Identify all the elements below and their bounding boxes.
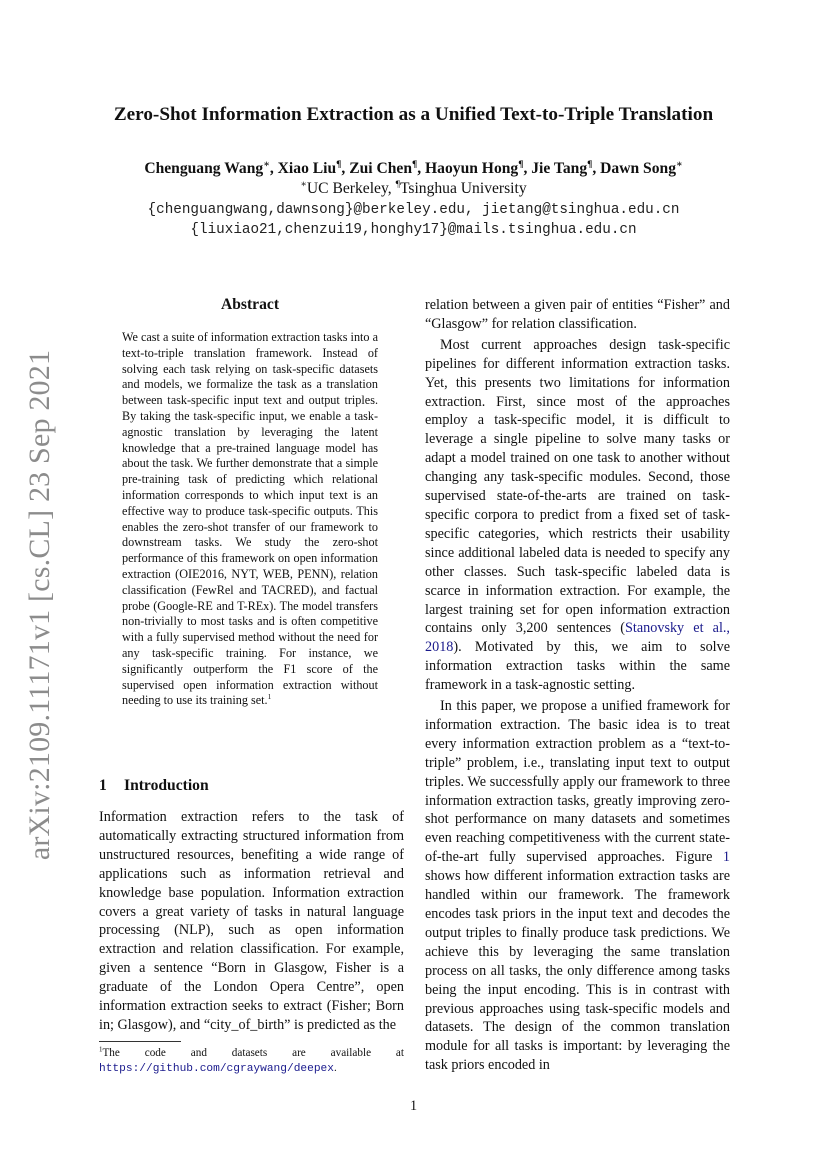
author-name: Chenguang Wang	[144, 160, 264, 177]
email-line-1: {chenguangwang,dawnsong}@berkeley.edu, jietang@tsinghua.edu.cn	[147, 202, 680, 218]
author-name: , Zui Chen	[341, 160, 413, 177]
author-mark: ¶	[336, 158, 342, 170]
citation-link[interactable]: Stanovsky et al., 2018	[425, 620, 730, 656]
author-mark: ∗	[676, 158, 683, 170]
paragraph-text: ). Motivated by this, we aim to solve information extraction tasks within the same framework in a task-agnostic setting.	[425, 639, 730, 694]
affil-mark: ¶	[395, 178, 400, 190]
author-name: , Xiao Liu	[269, 160, 337, 177]
right-column	[425, 296, 730, 1075]
section-heading-introduction	[99, 777, 209, 795]
paragraph-text: Most current approaches design task-specific pipelines for different information extraction tasks. Yet, this presents two limitations for information extraction. First, since most of the approaches employ a task-specific model, it is difficult to leverage a single pipeline to solve many tasks or adapt a model trained on one task to another without changing any task-specific modules. Second, those supervised state-of-the-arts are trained on task-specific corpora to predict from a fixed set of task-specific categories, which restricts their usability since additional labeled data is needed to specify any other classes. Such task-specific labeled data is scarce in information extraction. For example, the largest training set for open information extraction contains only 3,200 sentences (	[425, 336, 730, 637]
footnote-ref[interactable]: 1	[267, 692, 272, 702]
paragraph-proposal	[425, 697, 730, 1075]
intro-left-paragraph: Information extraction refers to the task of automatically extracting structured information from unstructured resources, benefiting a wide range of applications such as information retrieval and knowledge base population. Information extraction covers a great variety of tasks in natural language processing (NLP), such as open information extraction and relation classification. For example, given a sentence “Born in Glasgow, Fisher is a graduate of the London Opera Centre”, open information extraction seeks to extract (Fisher; Born in; Glasgow), and “city_of_birth” is predicted as the	[99, 809, 404, 1033]
affiliations	[60, 180, 767, 198]
footnote-divider	[99, 1041, 181, 1042]
paragraph-limitations	[425, 336, 730, 695]
abstract-body: We cast a suite of information extraction tasks into a text-to-triple translation framework. Instead of solving each task relying on task-specific datasets and models, we formalize the task as a translation between task-specific input text and output triples. By taking the task-specific input, we enable a task-agnostic translation by leveraging the latent knowledge that a pre-trained language model has about the task. We further demonstrate that a simple pre-training task of predicting which relational information corresponds to which input text is an effective way to produce task-specific outputs. This enables the zero-shot transfer of our framework to downstream tasks. We study the zero-shot performance of this framework on open information extraction (OIE2016, NYT, WEB, PENN), relation classification (FewRel and TACRED), and factual probe (Google-RE and T-REx). The model transfers non-trivially to most tasks and is often competitive with a fully supervised method without the need for any task-specific training. For instance, we significantly outperform the F1 score of the supervised open information extraction without needing to use its training set.	[122, 330, 378, 708]
paragraph-continuation: relation between a given pair of entities “Fisher” and “Glasgow” for relation classification.	[425, 297, 730, 332]
figure-link[interactable]: 1	[722, 849, 730, 866]
section-title: Introduction	[124, 777, 209, 794]
author-list	[60, 160, 767, 178]
author-mark: ¶	[518, 158, 524, 170]
paper-title: Zero-Shot Information Extraction as a Unified Text-to-Triple Translation	[113, 104, 714, 125]
arxiv-stamp	[18, 349, 63, 861]
author-mark: ¶	[587, 158, 593, 170]
author-name: , Haoyun Hong	[417, 160, 519, 177]
page-number: 1	[409, 1098, 418, 1114]
author-mark: ∗	[263, 158, 270, 170]
paragraph-text: In this paper, we propose a unified framework for information extraction. The basic idea is to treat every information extraction problem as a “text-to-triple” problem, i.e., translating input text to output triples. We successfully apply our framework to three information extraction tasks, greatly improving zero-shot performance on many datasets and sometimes even reaching competitiveness with the current state-of-the-art fully supervised approaches. Figure	[425, 698, 730, 866]
author-mark: ¶	[412, 158, 418, 170]
section-number: 1	[99, 777, 107, 794]
footnote	[99, 1046, 404, 1076]
abstract-heading: Abstract	[220, 296, 280, 313]
author-name: , Jie Tang	[523, 160, 588, 177]
author-name: , Dawn Song	[592, 160, 676, 177]
affil-tsinghua: Tsinghua University	[399, 180, 527, 197]
email-line-2: {liuxiao21,chenzui19,honghy17}@mails.tsinghua.edu.cn	[190, 222, 637, 238]
footnote-mark: 1	[99, 1045, 103, 1054]
footnote-end: .	[333, 1061, 337, 1074]
affil-mark: ∗	[300, 178, 307, 190]
abstract-text	[122, 330, 378, 709]
affil-berkeley: UC Berkeley,	[306, 180, 396, 197]
paragraph-text: shows how different information extraction tasks are handled within our framework. The framework encodes task priors in the input text and decodes the output triples to finally produce task predictions. We achieve this by leveraging the same translation process on all tasks, the only difference among tasks being the input encoding. This is in contrast with previous approaches using task-specific models and datasets. The design of the common translation module for all tasks is important: by leveraging the task priors encoded in	[425, 868, 730, 1074]
code-url-link[interactable]: https://github.com/cgraywang/deepex	[99, 1062, 334, 1075]
footnote-text: The code and datasets are available at	[102, 1047, 404, 1059]
arxiv-stamp-text: arXiv:2109.11171v1 [cs.CL] 23 Sep 2021	[23, 349, 57, 861]
